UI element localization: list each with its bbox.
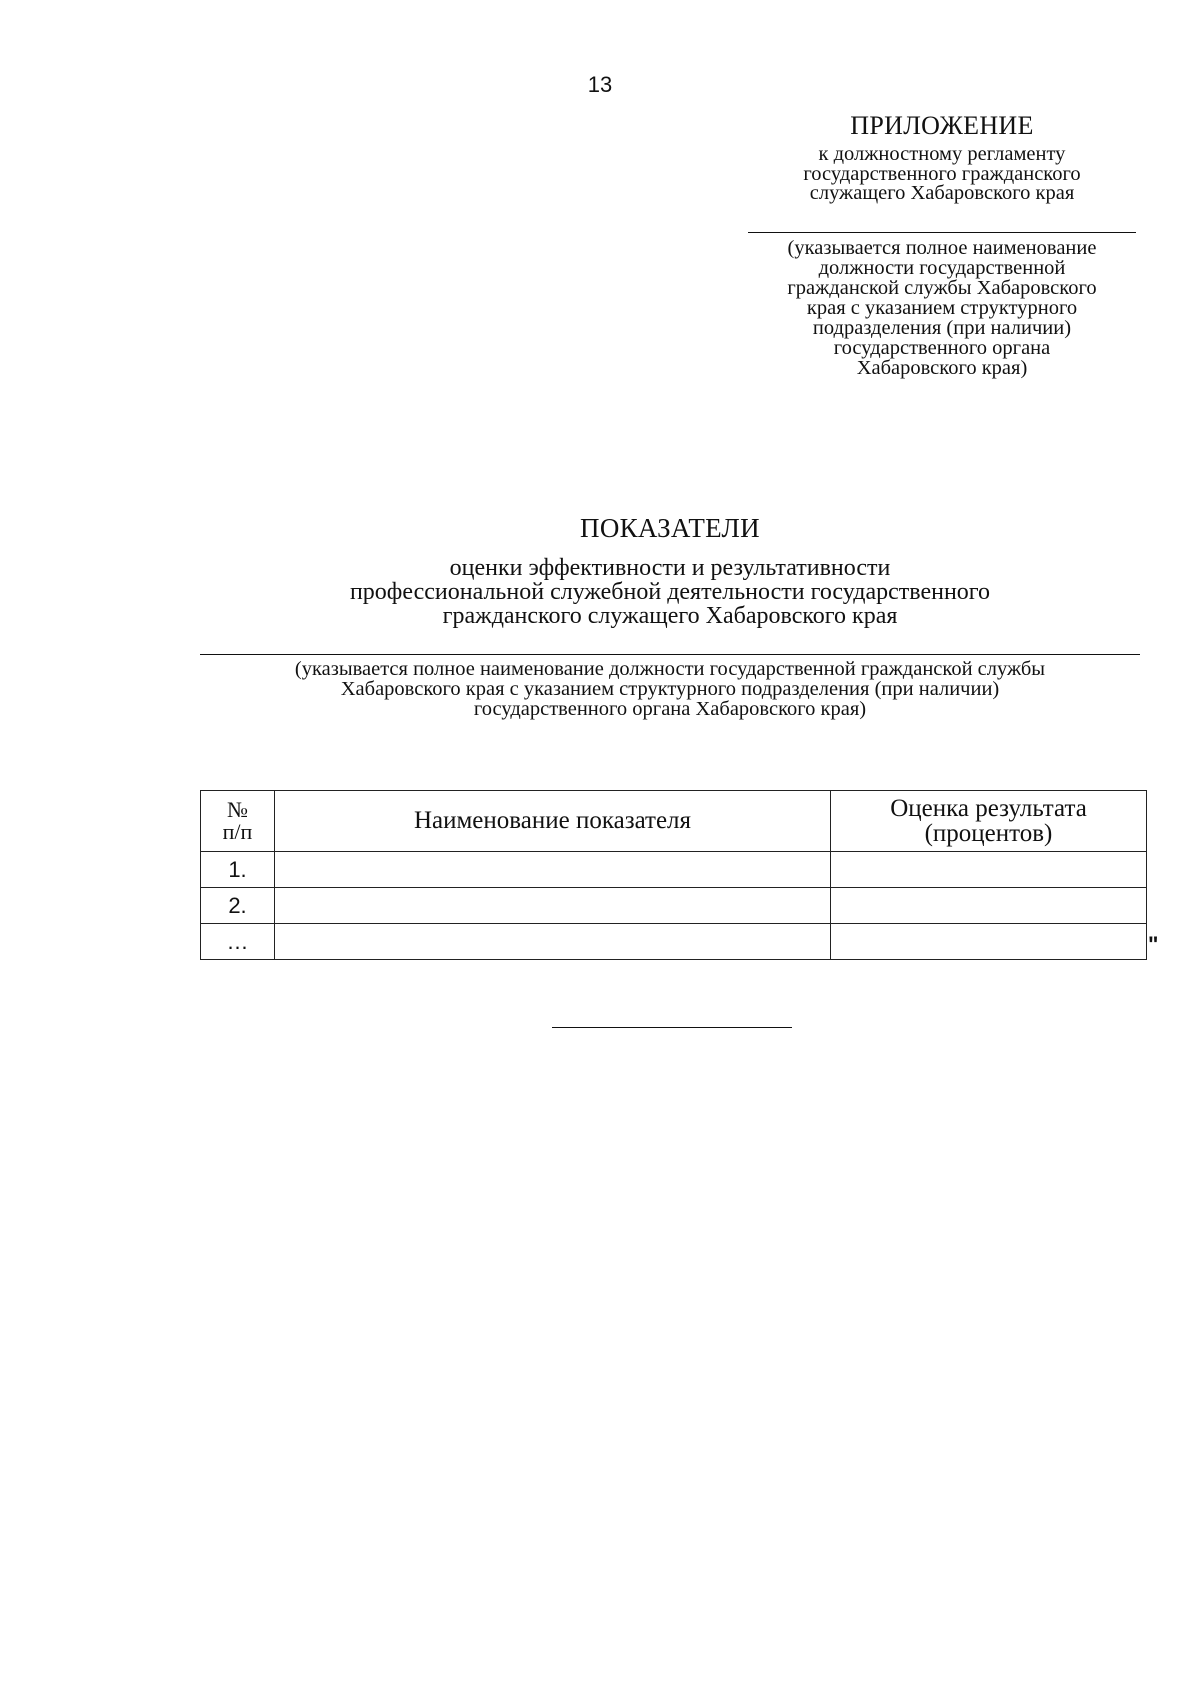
- appendix-note-line: Хабаровского края): [856, 356, 1028, 379]
- document-subtitle-line: гражданского служащего Хабаровского края: [442, 603, 898, 629]
- table-header-row: [201, 791, 1147, 852]
- column-header-number: [201, 791, 275, 852]
- column-header-number-line: п/п: [222, 819, 253, 844]
- result-score-cell[interactable]: [831, 852, 1147, 888]
- position-note-line: Хабаровского края с указанием структурного подразделения (при наличии): [340, 678, 1000, 700]
- document-subtitle-line: оценки эффективности и результативности: [449, 555, 891, 581]
- table-row: [201, 888, 1147, 924]
- appendix-reference-line: служащего Хабаровского края: [809, 182, 1075, 204]
- appendix-note: [743, 238, 1141, 378]
- position-note: [200, 659, 1140, 719]
- document-heading: [200, 512, 1140, 719]
- column-header-number-line: №: [227, 797, 248, 822]
- closing-quote-mark: ": [1148, 932, 1159, 957]
- row-number-cell: …: [201, 924, 275, 960]
- appendix-reference-line: к должностному регламенту: [818, 143, 1066, 165]
- appendix-note-line: должности государственной: [818, 256, 1066, 279]
- row-number-cell: 1.: [201, 852, 275, 888]
- appendix-note-line: подразделения (при наличии): [812, 316, 1072, 339]
- appendix-title: ПРИЛОЖЕНИЕ: [850, 111, 1034, 140]
- appendix-block: [743, 111, 1141, 378]
- indicator-name-cell[interactable]: [275, 924, 831, 960]
- column-header-score-line: Оценка результата: [890, 795, 1087, 822]
- result-score-cell[interactable]: [831, 924, 1147, 960]
- appendix-note-line: гражданской службы Хабаровского: [787, 276, 1097, 299]
- document-title: ПОКАЗАТЕЛИ: [580, 513, 760, 543]
- row-number-cell: 2.: [201, 888, 275, 924]
- appendix-note-line: государственного органа: [833, 336, 1051, 359]
- column-header-indicator-name: Наименование показателя: [275, 791, 831, 852]
- result-score-cell[interactable]: [831, 888, 1147, 924]
- appendix-note-line: (указывается полное наименование: [787, 236, 1097, 259]
- appendix-blank-line: [748, 232, 1136, 233]
- position-note-line: (указывается полное наименование должности государственной гражданской службы: [294, 658, 1046, 680]
- position-blank-line: [200, 654, 1140, 655]
- page-number: 13: [587, 72, 613, 97]
- appendix-reference-line: государственного гражданского: [803, 162, 1081, 185]
- appendix-reference: [743, 145, 1141, 204]
- column-header-score-line: (процентов): [924, 820, 1053, 847]
- position-note-line: государственного органа Хабаровского края): [473, 698, 867, 720]
- indicator-name-cell[interactable]: [275, 888, 831, 924]
- document-subtitle-line: профессиональной служебной деятельности государственного: [349, 579, 991, 605]
- document-subtitle: [200, 556, 1140, 628]
- table-row: [201, 852, 1147, 888]
- indicators-table: [200, 790, 1147, 960]
- appendix-note-line: края с указанием структурного: [806, 296, 1078, 319]
- column-header-result-score: [831, 791, 1147, 852]
- end-of-document-line: [552, 1027, 792, 1028]
- table-row: [201, 924, 1147, 960]
- indicator-name-cell[interactable]: [275, 852, 831, 888]
